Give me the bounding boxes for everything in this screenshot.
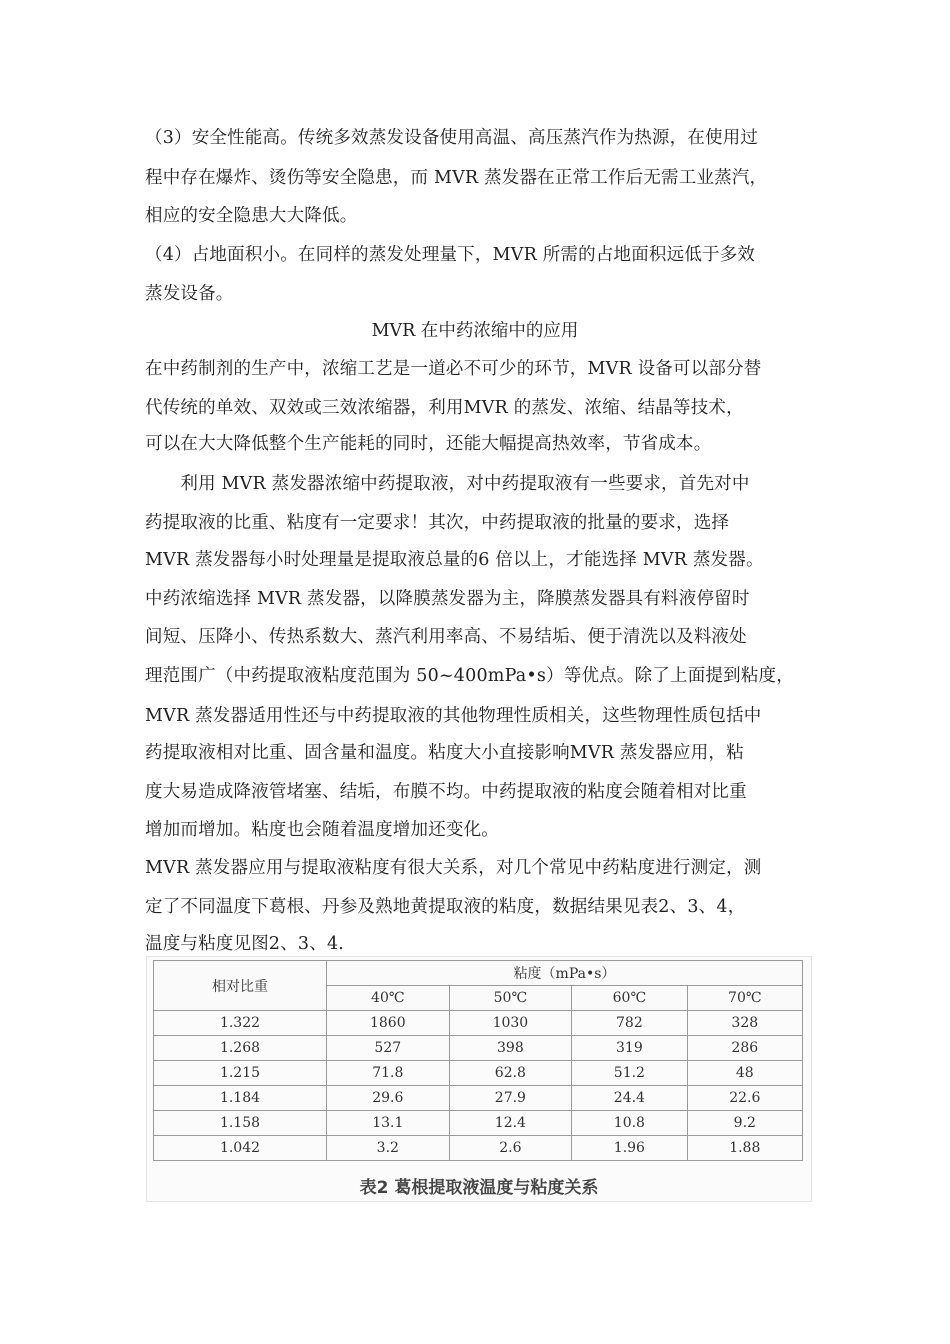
paragraph-area-2: 蒸发设备。	[145, 284, 234, 304]
header-temp: 50℃	[449, 986, 572, 1011]
table-row	[154, 1061, 803, 1086]
cell: 2.6	[449, 1136, 572, 1161]
cell: 782	[572, 1011, 687, 1036]
body-line-10: MVR 蒸发器适用性还与中药提取液的其他物理性质相关，这些物理性质包括中	[145, 706, 762, 726]
body-line-4: 利用 MVR 蒸发器浓缩中药提取液，对中药提取液有一些要求，首先对中	[145, 474, 750, 494]
cell: 3.2	[327, 1136, 450, 1161]
table-row	[154, 1011, 803, 1036]
cell: 1.215	[154, 1061, 327, 1086]
cell: 527	[327, 1036, 450, 1061]
body-line-6: MVR 蒸发器每小时处理量是提取液总量的6 倍以上，才能选择 MVR 蒸发器。	[145, 550, 764, 570]
body-line-14: MVR 蒸发器应用与提取液粘度有很大关系，对几个常见中药粘度进行测定，测	[145, 858, 762, 878]
cell: 27.9	[449, 1086, 572, 1111]
cell: 286	[687, 1036, 802, 1061]
cell: 51.2	[572, 1061, 687, 1086]
cell: 319	[572, 1036, 687, 1061]
body-line-3: 可以在大大降低整个生产能耗的同时，还能大幅提高热效率，节省成本。	[145, 434, 712, 454]
cell: 1.158	[154, 1111, 327, 1136]
cell: 1.322	[154, 1011, 327, 1036]
cell: 62.8	[449, 1061, 572, 1086]
body-line-8: 间短、压降小、传热系数大、蒸汽利用率高、不易结垢、便于清洗以及料液处	[145, 627, 747, 647]
paragraph-safety-1: （3）安全性能高。传统多效蒸发设备使用高温、高压蒸汽作为热源，在使用过	[145, 128, 759, 148]
header-temp: 70℃	[687, 986, 802, 1011]
cell: 10.8	[572, 1111, 687, 1136]
body-line-16: 温度与粘度见图2、3、4.	[145, 934, 345, 954]
table-row	[154, 1036, 803, 1061]
body-line-13: 增加而增加。粘度也会随着温度增加还变化。	[145, 820, 499, 840]
table-caption: 表2 葛根提取液温度与粘度关系	[359, 1178, 599, 1198]
body-line-11: 药提取液相对比重、固含量和温度。粘度大小直接影响MVR 蒸发器应用，粘	[145, 743, 744, 763]
body-line-15: 定了不同温度下葛根、丹参及熟地黄提取液的粘度，数据结果见表2、3、4，	[145, 897, 746, 917]
cell: 1030	[449, 1011, 572, 1036]
cell: 398	[449, 1036, 572, 1061]
cell: 48	[687, 1061, 802, 1086]
body-line-12: 度大易造成降液管堵塞、结垢，布膜不均。中药提取液的粘度会随着相对比重	[145, 782, 747, 802]
cell: 328	[687, 1011, 802, 1036]
header-temp: 60℃	[572, 986, 687, 1011]
paragraph-area-1: （4）占地面积小。在同样的蒸发处理量下，MVR 所需的占地面积远低于多效	[145, 245, 756, 265]
paragraph-safety-3: 相应的安全隐患大大降低。	[145, 206, 358, 226]
table-row	[154, 1111, 803, 1136]
cell: 1.184	[154, 1086, 327, 1111]
table-row	[154, 1136, 803, 1161]
cell: 24.4	[572, 1086, 687, 1111]
viscosity-table	[153, 960, 803, 1161]
body-line-9: 理范围广（中药提取液粘度范围为 50~400mPa•s）等优点。除了上面提到粘度，	[145, 666, 794, 686]
body-line-1: 在中药制剂的生产中，浓缩工艺是一道必不可少的环节，MVR 设备可以部分替	[145, 359, 762, 379]
header-relative-density: 相对比重	[154, 961, 327, 1011]
viscosity-table-figure	[146, 956, 812, 1202]
body-line-5: 药提取液的比重、粘度有一定要求！其次，中药提取液的批量的要求，选择	[145, 513, 730, 533]
cell: 22.6	[687, 1086, 802, 1111]
cell: 1860	[327, 1011, 450, 1036]
cell: 1.268	[154, 1036, 327, 1061]
table-row	[154, 1086, 803, 1111]
header-viscosity: 粘度（mPa•s）	[327, 961, 803, 986]
body-line-7: 中药浓缩选择 MVR 蒸发器，以降膜蒸发器为主，降膜蒸发器具有料液停留时	[145, 589, 750, 609]
paragraph-safety-2: 程中存在爆炸、烫伤等安全隐患，而 MVR 蒸发器在正常工作后无需工业蒸汽，	[145, 168, 768, 188]
cell: 13.1	[327, 1111, 450, 1136]
cell: 1.96	[572, 1136, 687, 1161]
section-heading: MVR 在中药浓缩中的应用	[371, 321, 579, 341]
cell: 1.042	[154, 1136, 327, 1161]
cell: 1.88	[687, 1136, 802, 1161]
cell: 12.4	[449, 1111, 572, 1136]
cell: 9.2	[687, 1111, 802, 1136]
header-temp: 40℃	[327, 986, 450, 1011]
cell: 71.8	[327, 1061, 450, 1086]
body-line-2: 代传统的单效、双效或三效浓缩器，利用MVR 的蒸发、浓缩、结晶等技术，	[145, 398, 744, 418]
cell: 29.6	[327, 1086, 450, 1111]
